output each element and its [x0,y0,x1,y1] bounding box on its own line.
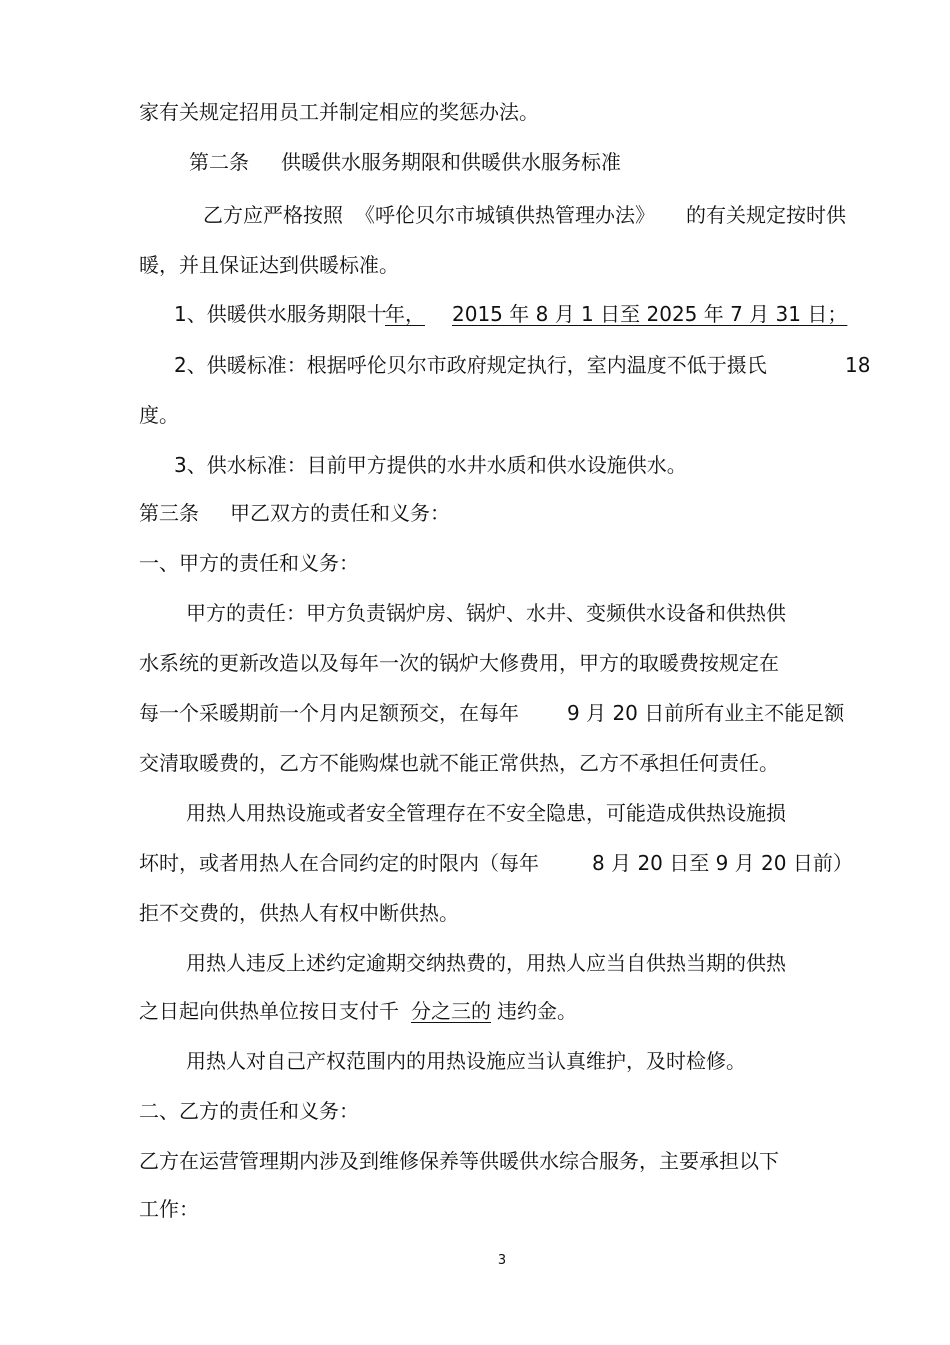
paragraph-line: 度。 [139,403,179,427]
penalty-rate: 分之三的 [411,999,491,1023]
paragraph-line: 用热人违反上述约定逾期交纳热费的，用热人应当自供热当期的供热 [186,951,786,975]
paragraph-line: 的有关规定按时供 [686,203,846,227]
paragraph-line: 暖，并且保证达到供暖标准。 [139,253,399,277]
paragraph-line: 违约金。 [497,999,577,1023]
paragraph-line: 9 月 20 日前所有业主不能足额 [567,701,845,725]
service-term-label: 1、供暖供水服务期限十 [174,302,387,326]
page-number: 3 [497,1253,507,1268]
article-2-heading: 供暖供水服务期限和供暖供水服务标准 [281,150,621,174]
article-3-number: 第三条 [139,501,199,525]
service-term-dates: 2015 年 8 月 1 日至 2025 年 7 月 31 日； [452,302,848,326]
paragraph-line: 乙方应严格按照 [203,203,343,227]
paragraph-line: 拒不交费的，供热人有权中断供热。 [139,901,459,925]
article-3-heading: 甲乙双方的责任和义务： [230,501,450,525]
section-heading: 一、甲方的责任和义务： [139,551,359,575]
paragraph-line: 用热人对自己产权范围内的用热设施应当认真维护，及时检修。 [186,1049,746,1073]
water-standard: 3、供水标准：目前甲方提供的水井水质和供水设施供水。 [174,453,687,477]
paragraph-line: 水系统的更新改造以及每年一次的锅炉大修费用，甲方的取暖费按规定在 [139,651,779,675]
article-2-number: 第二条 [189,150,249,174]
paragraph-line: 甲方的责任：甲方负责锅炉房、锅炉、水井、变频供水设备和供热供 [186,601,786,625]
paragraph-line: 之日起向供热单位按日支付千 [139,999,399,1023]
paragraph-line: 工作： [139,1197,199,1221]
paragraph-line: 坏时，或者用热人在合同约定的时限内（每年 [139,851,539,875]
section-heading: 二、乙方的责任和义务： [139,1099,359,1123]
paragraph-line: 8 月 20 日至 9 月 20 日前） [592,851,853,875]
service-term-years: 年， [385,302,425,326]
paragraph-line: 用热人用热设施或者安全管理存在不安全隐患，可能造成供热设施损 [186,801,786,825]
temperature-value: 18 [845,353,871,377]
paragraph-line: 交清取暖费的，乙方不能购煤也就不能正常供热，乙方不承担任何责任。 [139,751,779,775]
paragraph-line: 每一个采暖期前一个月内足额预交，在每年 [139,701,519,725]
heating-standard: 2、供暖标准：根据呼伦贝尔市政府规定执行，室内温度不低于摄氏 [174,353,767,377]
paragraph-line: 乙方在运营管理期内涉及到维修保养等供暖供水综合服务，主要承担以下 [139,1149,779,1173]
paragraph-line: 家有关规定招用员工并制定相应的奖惩办法。 [139,100,539,124]
regulation-title: 《呼伦贝尔市城镇供热管理办法》 [355,203,655,227]
